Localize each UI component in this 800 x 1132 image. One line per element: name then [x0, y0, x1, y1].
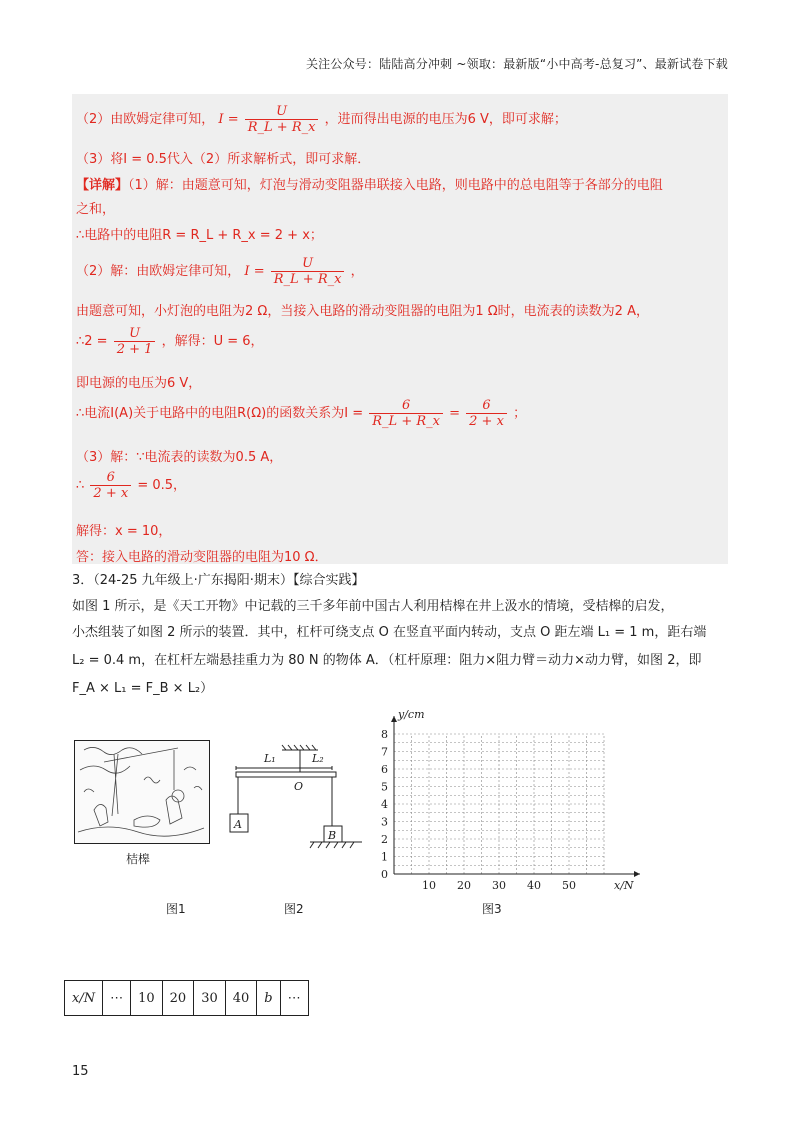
table-cell: 10 [131, 981, 163, 1016]
denominator: R_L + R_x [247, 120, 316, 135]
numerator: U [271, 256, 345, 272]
answer-text: ，解得：U = 6， [161, 334, 264, 349]
y-tick-label: 1 [381, 850, 388, 864]
equals-sign: = [449, 406, 461, 421]
numerator: U [245, 104, 319, 120]
y-tick-label: 6 [381, 763, 388, 776]
table-cell: 20 [162, 981, 194, 1016]
question-title: 3．（24-25 九年级上·广东揭阳·期末）【综合实践】 [72, 573, 365, 588]
x-tick-label: 10 [422, 879, 436, 892]
denominator: 2 + x [93, 486, 129, 501]
equation: I = [244, 264, 265, 279]
answer-line-14: 答：接入电路的滑动变阻器的电阻为10 Ω． [76, 550, 328, 565]
y-tick-label: 4 [381, 798, 388, 811]
answer-text: （2）由欧姆定律可知， [76, 112, 215, 127]
answer-line-7: 由题意可知，小灯泡的电阻为2 Ω，当接入电路的滑动变阻器的电阻为1 Ω时，电流表的读数为2 A， [76, 304, 649, 319]
question-paragraph: 如图 1 所示，是《天工开物》中记载的三千多年前中国古人利用桔槔在井上汲水的情境，受桔槔的启发， [72, 599, 674, 614]
y-tick-label: 5 [381, 780, 388, 794]
fig2-O-label: O [294, 780, 304, 793]
answer-line-11: （3）解：∵电流表的读数为0.5 A， [76, 450, 283, 465]
table-cell: ⋯ [280, 981, 308, 1016]
answer-line-6 [76, 256, 364, 287]
answer-text: ，进而得出电源的电压为6 V，即可求解； [324, 112, 567, 127]
fraction [90, 470, 131, 501]
answer-line-3 [76, 174, 663, 193]
y-tick-label: 7 [381, 745, 388, 759]
y-tick-label: 2 [381, 833, 388, 846]
fig3-label: 图3 [482, 902, 502, 916]
denominator: 2 + 1 [116, 342, 153, 357]
question-paragraph: L₂ = 0.4 m，在杠杆左端悬挂重力为 80 N 的物体 A．（杠杆原理：阻力×阻力臂＝动力×动力臂，如图 2，即 [72, 653, 702, 668]
fraction [466, 398, 507, 429]
fig2-label: 图2 [284, 902, 304, 916]
data-table [64, 980, 309, 1016]
fig2-L1-label: L₁ [264, 752, 276, 765]
answer-text: ， [350, 264, 364, 279]
x-axis-arrow [634, 871, 640, 877]
y-axis-label: y/cm [398, 708, 425, 721]
fraction [114, 326, 156, 357]
y-axis-arrow [391, 716, 397, 722]
grid-chart [370, 708, 650, 894]
answer-line-12 [76, 470, 186, 501]
answer-line-8 [76, 326, 264, 357]
table-cell: 40 [225, 981, 257, 1016]
fig1-label: 图1 [166, 902, 186, 916]
answer-line-5: ∴电路中的电阻R = R_L + R_x = 2 + x； [76, 228, 323, 243]
answer-line-2: （3）将I = 0.5代入（2）所求解析式，即可求解． [76, 152, 371, 167]
answer-line-10 [76, 398, 526, 429]
y-tick-label: 0 [381, 868, 388, 881]
answer-line-4: 之和， [76, 202, 116, 217]
y-tick-label: 3 [381, 815, 388, 829]
fig1-caption: 桔槔 [126, 852, 151, 866]
numerator: U [114, 326, 156, 342]
question-paragraph: F_A × L₁ = F_B × L₂） [72, 681, 214, 696]
y-tick-label: 8 [381, 728, 388, 741]
equation: I = [218, 112, 239, 127]
detail-tag: 【详解】 [76, 178, 129, 193]
page-number: 15 [72, 1064, 89, 1079]
fraction [245, 104, 319, 135]
answer-text: ∴电流I(A)关于电路中的电阻R(Ω)的函数关系为I = [76, 406, 364, 421]
fraction [369, 398, 443, 429]
x-tick-label: 50 [562, 879, 576, 892]
fig2-A-label: A [234, 818, 242, 831]
question-paragraph: 小杰组装了如图 2 所示的装置．其中，杠杆可绕支点 O 在竖直平面内转动，支点 O 距左端 L₁ = 1 m，距右端 [72, 625, 707, 640]
answer-text: ∴ [76, 478, 85, 493]
table-cell: ⋯ [103, 981, 131, 1016]
numerator: 6 [90, 470, 131, 486]
fraction [271, 256, 345, 287]
denominator: 2 + x [469, 414, 504, 429]
answer-line-1 [76, 104, 567, 135]
lever-diagram [226, 740, 366, 860]
answer-text: ∴2 = [76, 334, 108, 349]
table-cell: b [257, 981, 280, 1016]
table-row [65, 981, 309, 1016]
answer-line-13: 解得：x = 10， [76, 524, 172, 539]
numerator: 6 [466, 398, 507, 414]
answer-text: （1）解：由题意可知，灯泡与滑动变阻器串联接入电路，则电路中的总电阻等于各部分的电阻 [128, 178, 663, 193]
fig2-B-label: B [328, 829, 337, 842]
answer-line-9: 即电源的电压为6 V， [76, 376, 202, 391]
jiegao-illustration [74, 740, 210, 844]
denominator: R_L + R_x [372, 414, 440, 429]
answer-text: （2）解：由欧姆定律可知， [76, 264, 241, 279]
denominator: R_L + R_x [273, 272, 342, 287]
answer-text: = 0.5， [137, 478, 187, 493]
answer-text: ； [513, 406, 527, 421]
x-tick-label: 20 [457, 879, 471, 892]
x-axis-label: x/N [614, 879, 634, 892]
table-cell: 30 [194, 981, 226, 1016]
table-header-cell: x/N [65, 981, 103, 1016]
fig2-L2-label: L₂ [312, 752, 324, 765]
numerator: 6 [369, 398, 443, 414]
page-header: 关注公众号：陆陆高分冲刺 ~领取：最新版“小中高考-总复习”、最新试卷下载 [305, 57, 728, 71]
x-tick-label: 30 [492, 879, 506, 892]
x-tick-label: 40 [527, 879, 541, 892]
